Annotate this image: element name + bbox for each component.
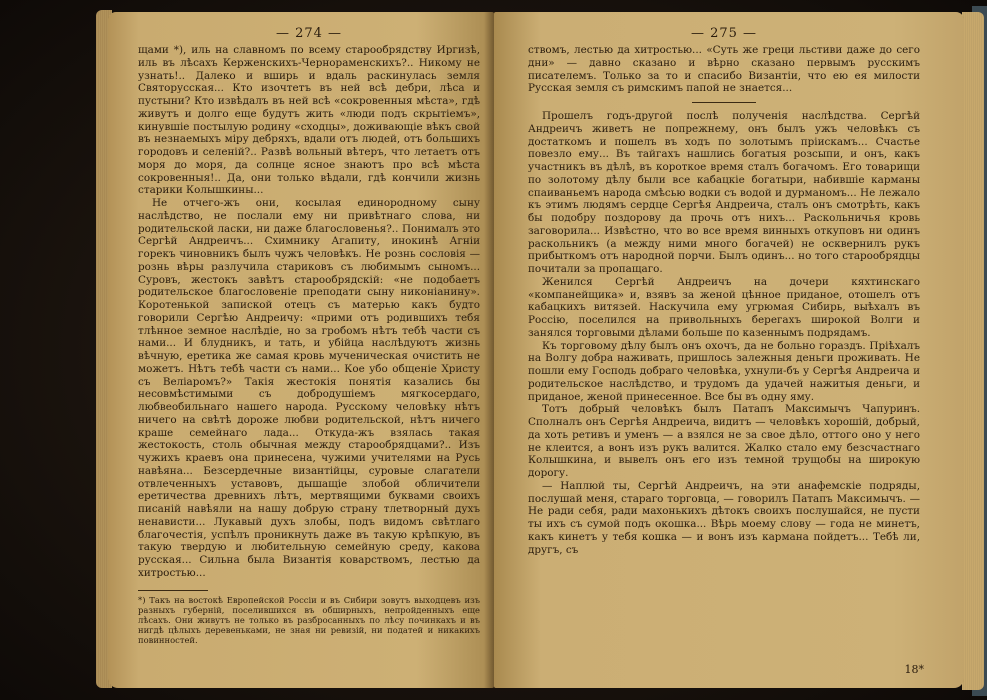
right-page-edges [962, 12, 984, 690]
paragraph: ствомъ, лестью да хитростью... «Суть же греци льстиви даже до сего дни» — давно сказано и вѣрно сказано первымъ русскимъ писателемъ. Только за то и спасибо Византіи, что ею ея милости Русская земля съ римскимъ папой не знается... [528, 44, 920, 95]
left-page-body [138, 44, 480, 580]
left-page [108, 12, 494, 688]
paragraph: Прошелъ годъ-другой послѣ полученія наслѣдства. Сергѣй Андреичъ живетъ не попрежнему, онъ былъ ужъ человѣкъ съ достаткомъ и пошелъ въ ходъ по золотымъ прiискамъ... Счастье повезло ему... Въ тайгахъ нашлись богатыя розсыпи, и онъ, какъ участникъ въ дѣлѣ, въ короткое время сталъ богачомъ. Его товарищи по золотому дѣлу были все кабацкіе богатыри, набившіе карманы спаиваньемъ народа смѣсью водки съ водой и дурманомъ... Не лежало къ этимъ людямъ сердце Сергѣя Андреича, сталъ онъ смотрѣть, какъ бы подобру поздорову да прочь отъ нихъ... Раскольничья кровь заговорила... Извѣстно, что во все время винныхъ откуповъ ни одинъ раскольникъ (а между ними много богачей) не осквернилъ рукъ прибыткомъ отъ народной порчи. Былъ одинъ... но того старообрядцы почитали за пропащаго. [528, 110, 920, 275]
paragraph: щами *), иль на славномъ по всему старообрядству Иргизѣ, иль въ лѣсахъ Керженскихъ-Чернораменскихъ?.. Никому не узнать!.. Далеко и вширь и вдаль раскинулась земля Святорусская... Кто изочтетъ въ ней всѣ дебри, лѣса и пустыни? Кто извѣдалъ въ ней всѣ «сокровенныя мѣста», гдѣ живутъ и долго еще будутъ жить «люди подъ скрытіемъ», кинувшіе постылую родину «сходцы», доживающіе вѣкъ свой въ незнаемыхъ міру дебряхъ, вдали отъ людей, отъ большихъ городовъ и селеній?.. Развѣ вольный вѣтеръ, что летаетъ отъ моря до моря, да солнце ясное знаютъ про всѣ мѣста сокровенныя!.. Да, они только вѣдали, гдѣ кончили жизнь старики Колышкины... [138, 44, 480, 197]
paragraph: Къ торговому дѣлу былъ онъ охочъ, да не больно гораздъ. Пріѣхалъ на Волгу добра наживать, пришлось залежныя деньги проживать. Не пошли ему Господь добраго человѣка, ухнули-бъ у Сергѣя Андреича и родительское наслѣдство, и трудомъ да удачей нажитыя деньги, и приданое, женой принесенное. Все бы въ одну яму. [528, 339, 920, 403]
footnote-divider [138, 590, 208, 591]
paragraph: — Наплюй ты, Сергѣй Андреичъ, на эти анафемскіе подряды, послушай меня, стараго торговца, — говорилъ Патапъ Максимычъ. — Не ради себя, ради махонькихъ дѣтокъ своихъ послушайся, не пусти ты ихъ съ сумой подъ окошка... Вѣрь моему слову — года не минетъ, какъ кинетъ у тебя кошка — и вонъ изъ кармана пойдетъ... Тебѣ ли, другъ, съ [528, 479, 920, 556]
paragraph: Женился Сергѣй Андреичъ на дочери кяхтинскаго «компанейщика» и, взявъ за женой цѣнное приданое, отошелъ отъ кабацкихъ витязей. Наскучила ему угрюмая Сибирь, выѣхалъ въ Россію, поселился на привольныхъ берегахъ широкой Волги и занялся торговыми дѣлами больше по казеннымъ подрядамъ. [528, 275, 920, 339]
section-divider [692, 102, 756, 103]
footnote: *) Такъ на востокѣ Европейской Россіи и въ Сибири зовутъ выходцевъ изъ разныхъ губерній, поселившихся въ обширныхъ, непройденныхъ еще лѣсахъ. Они живутъ не только въ разбросанныхъ по лѣсу починкахъ и въ нигдѣ цѣлыхъ деревеньками, не зная ни ревизій, ни податей и никакихъ повинностей. [138, 594, 480, 646]
right-page-number: — 275 — [690, 26, 758, 41]
paragraph: Тотъ добрый человѣкъ былъ Патапъ Максимычъ Чапуринъ. Сполналъ онъ Сергѣя Андреича, видитъ — человѣкъ хорошій, добрый, да хоть ретивъ и уменъ — а взялся не за свое дѣло, оттого оно у него не клеится, а вонъ изъ рукъ валится. Жалко стало ему безсчастнаго Колышкина, и вывелъ онъ его изъ темной трущобы на широкую дорогу. [528, 403, 920, 479]
right-page-body [528, 44, 920, 556]
right-page [494, 12, 964, 688]
left-page-number: — 274 — [275, 26, 343, 41]
paragraph: Не отчего-жъ они, косылая единородному сыну наслѣдство, не послали ему ни привѣтнаго слова, ни родительской ласки, ни даже благословенья?.. Понималъ это Сергѣй Андреичъ... Схимнику Агапиту, инокинѣ Агніи горекъ чиновникъ былъ чужъ человѣкъ. Не рознь сословія — рознь вѣры разлучила стариковъ съ любимымъ сыномъ... Суровъ, жестокъ завѣтъ старообрядскій: «не подобаетъ родительское благословеніе преподати сыну никоніанину». Коротенькой запиской отецъ съ матерью какъ будто говорили Сергѣю Андреичу: «прими отъ родившихъ тебя тлѣнное земное наслѣдіе, но за гробомъ нѣтъ тебѣ части съ нами... И блудникъ, и тать, и убійца наслѣдуютъ жизнь вѣчную, еретика же самая кровь мученическая очистить не можетъ. Нѣтъ тебѣ части съ нами... Кое убо общеніе Христу съ Веліаромъ?» Такія жестокія понятія казались бы несовмѣстимыми съ добродушіемъ мягкосердаго, любвеобильнаго нашего народа. Русскому человѣку нѣтъ ничего на свѣтѣ дороже любви родительской, нѣтъ ничего краше семейнаго лада... Откуда-жъ взялась такая жестокость, столь обычная между старообрядцами?.. Изъ чужихъ краевъ она принесена, чужими учителями на Русь навѣяна... Безсердечные византійцы, суровые слагатели отвлеченныхъ уставовъ, дышащіе злобой обличители еретичества древнихъ лѣтъ, мертвящими буквами своихъ писаній навѣяли на нашу добрую страну тлетворный духъ ненависти... Лукавый духъ злобы, подъ видомъ свѣтлаго благочестія, успѣлъ проникнуть даже въ такую крѣпкую, въ такую твердую и любительную семейную среду, какова русская... Сильна была Византія коварствомъ, лестью да хитростью... [138, 197, 480, 579]
signature-mark: 18* [904, 663, 924, 676]
